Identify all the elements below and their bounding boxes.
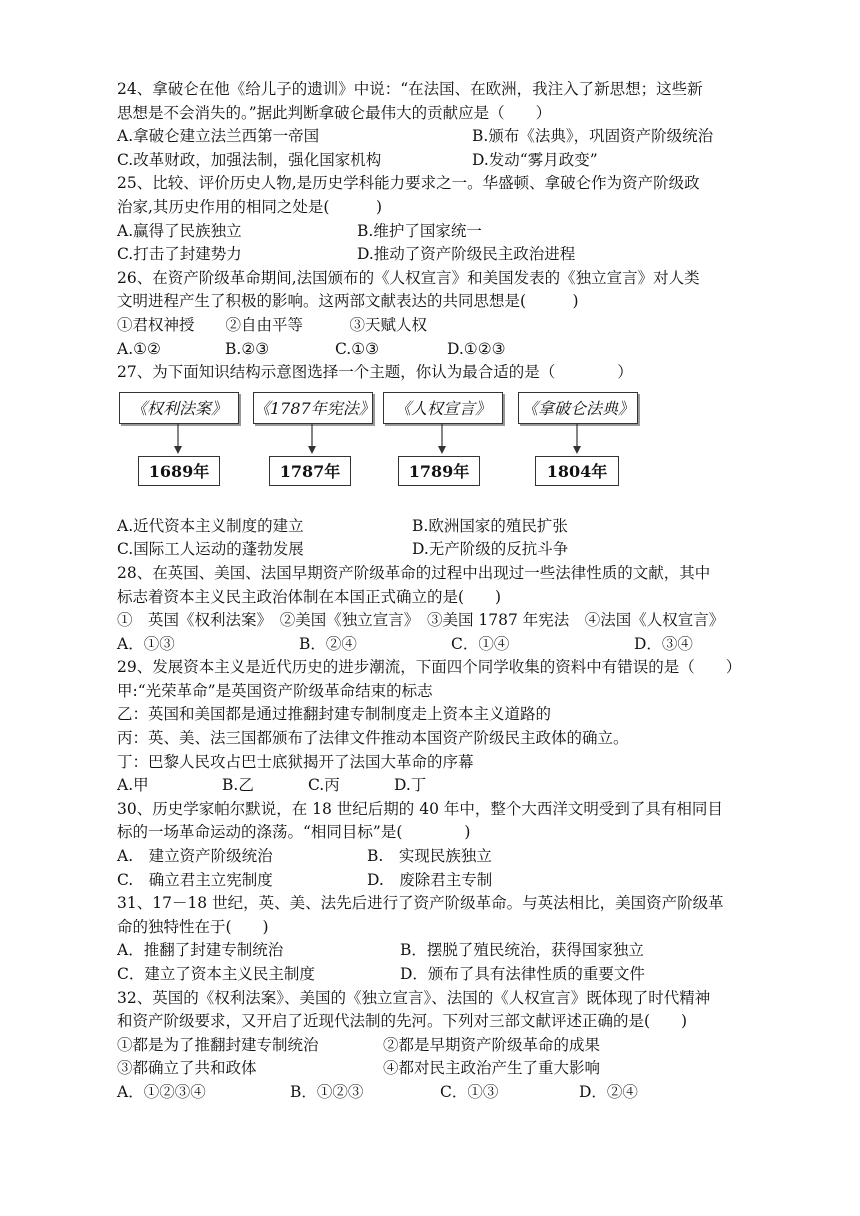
diagram-doc-napoleonic-code: 《拿破仑法典》 — [518, 392, 638, 424]
q29-statement-ding: 丁：巴黎人民攻占巴士底狱揭开了法国大革命的序幕 — [117, 752, 474, 771]
q31-option-a: A．推翻了封建专制统治 — [117, 941, 284, 960]
q32-option-a: A．①②③④ — [117, 1082, 206, 1101]
q27-option-c: C.国际工人运动的蓬勃发展 — [117, 540, 304, 559]
q24-option-a: A.拿破仑建立法兰西第一帝国 — [117, 127, 320, 146]
q25-option-b: B.维护了国家统一 — [357, 221, 482, 240]
q24-stem-line-2: 思想是不会消失的。”据此判断拿破仑最伟大的贡献应是（ ） — [117, 103, 552, 122]
q26-items: ①君权神授 ②自由平等 ③天赋人权 — [117, 315, 428, 334]
q24-options-row-1 — [117, 125, 785, 149]
q25-options-row-1 — [117, 220, 785, 244]
exam-page — [117, 78, 785, 1105]
q30-options-row-2 — [117, 869, 785, 893]
q29-statement-yi: 乙：英国和美国都是通过推翻封建专制制度走上资本主义道路的 — [117, 705, 552, 724]
q25-option-d: D.推动了资产阶级民主政治进程 — [357, 245, 576, 264]
q29-option-c: C.丙 — [308, 776, 340, 795]
q26-option-c: C.①③ — [335, 339, 380, 358]
q28-items: ① 英国《权利法案》 ②美国《独立宣言》 ③美国 1787 年宪法 ④法国《人权宣言》 — [117, 611, 725, 630]
diagram-year-1689: 1689年 — [138, 456, 220, 486]
q26-option-d: D.①②③ — [447, 339, 506, 358]
q26-stem-line-1: 26、在资产阶级革命期间,法国颁布的《人权宣言》和美国发表的《独立宣言》对人类 — [117, 268, 700, 287]
diagram-year-1804: 1804年 — [535, 456, 619, 486]
q28-option-b: B．②④ — [299, 634, 357, 653]
q29-option-a: A.甲 — [117, 776, 149, 795]
q31-options-row-1 — [117, 939, 785, 963]
q32-option-b: B．①②③ — [290, 1082, 364, 1101]
q25-stem-line-1: 25、比较、评价历史人物,是历史学科能力要求之一。华盛顿、拿破仑作为资产阶级政 — [117, 174, 700, 193]
q32-options-row — [117, 1081, 785, 1105]
q24-stem-line-1: 24、拿破仑在他《给儿子的遗训》中说：“在法国、在欧洲，我注入了新思想；这些新 — [117, 80, 703, 98]
q30-option-d: D. 废除君主专制 — [367, 870, 493, 889]
q24-options-row-2 — [117, 149, 785, 173]
down-arrow-icon — [571, 424, 583, 454]
q32-stem-line-2: 和资产阶级要求，又开启了近现代法制的先河。下列对三部文献评述正确的是( ) — [117, 1012, 688, 1031]
q24-option-c: C.改革财政，加强法制，强化国家机构 — [117, 150, 382, 169]
q24-option-b: B.颁布《法典》，巩固资产阶级统治 — [472, 127, 714, 146]
q27-option-b: B.欧洲国家的殖民扩张 — [412, 516, 568, 535]
q27-options-row-1 — [117, 515, 785, 539]
q32-item-2: ②都是早期资产阶级革命的成果 — [383, 1035, 601, 1054]
q26-stem-line-2: 文明进程产生了积极的影响。这两部文献表达的共同思想是( ) — [117, 292, 579, 311]
diagram-doc-bill-of-rights: 《权利法案》 — [119, 392, 239, 424]
q30-option-a: A. 建立资产阶级统治 — [117, 847, 273, 866]
q30-option-b: B. 实现民族独立 — [367, 847, 492, 866]
q26-option-a: A.①② — [117, 339, 161, 358]
q26-options-row — [117, 338, 785, 362]
q29-option-b: B.乙 — [222, 776, 254, 795]
q28-stem-line-1: 28、在英国、美国、法国早期资产阶级革命的过程中出现过一些法律性质的文献，其中 — [117, 563, 711, 582]
q25-option-a: A.赢得了民族独立 — [117, 221, 242, 240]
q29-statement-jia: 甲:“光荣革命”是英国资产阶级革命结束的标志 — [117, 681, 433, 700]
q24-option-d: D.发动“雾月政变” — [472, 150, 598, 169]
q30-options-row-1 — [117, 845, 785, 869]
q27-option-a: A.近代资本主义制度的建立 — [117, 516, 304, 535]
q27-options-row-2 — [117, 538, 785, 562]
q31-option-b: B．摆脱了殖民统治，获得国家独立 — [400, 941, 644, 960]
q25-option-c: C.打击了封建势力 — [117, 245, 242, 264]
q31-option-c: C．建立了资本主义民主制度 — [117, 965, 315, 983]
q28-option-a: A．①③ — [117, 634, 175, 653]
q28-stem-line-2: 标志着资本主义民主政治体制在本国正式确立的是( ) — [117, 587, 502, 606]
q26-option-b: B.②③ — [225, 339, 270, 358]
down-arrow-icon — [172, 424, 184, 454]
q31-options-row-2 — [117, 963, 785, 987]
q30-option-c: C. 确立君主立宪制度 — [117, 870, 273, 889]
q31-option-d: D．颁布了具有法律性质的重要文件 — [400, 965, 645, 983]
diagram-doc-declaration-of-rights: 《人权宣言》 — [383, 392, 503, 424]
q28-options-row — [117, 633, 785, 657]
q29-statement-bing: 丙：英、美、法三国都颁布了法律文件推动本国资产阶级民主政体的确立。 — [117, 729, 629, 748]
q25-stem-line-2: 治家,其历史作用的相同之处是( ) — [117, 197, 383, 216]
q31-stem-line-1: 31、17－18 世纪，英、美、法先后进行了资产阶级革命。与英法相比，美国资产阶级革 — [117, 894, 724, 913]
diagram-doc-1787-constitution: 《1787年宪法》 — [253, 392, 373, 424]
down-arrow-icon — [436, 424, 448, 454]
q27-stem-line-1: 27、为下面知识结构示意图选择一个主题，你认为最合适的是（ ） — [117, 363, 633, 382]
diagram-year-1787: 1787年 — [269, 456, 351, 486]
q32-items-row-1 — [117, 1034, 785, 1058]
q32-item-4: ④都对民主政治产生了重大影响 — [383, 1059, 601, 1078]
q29-options-row — [117, 774, 785, 798]
q30-stem-line-1: 30、历史学家帕尔默说，在 18 世纪后期的 40 年中，整个大西洋文明受到了具有相同目 — [117, 799, 723, 818]
q30-stem-line-2: 标的一场革命运动的涤荡。“相同目标”是( ) — [117, 823, 471, 842]
q32-item-3: ③都确立了共和政体 — [117, 1059, 257, 1078]
q32-option-c: C．①③ — [440, 1082, 499, 1101]
q32-item-1: ①都是为了推翻封建专制统治 — [117, 1035, 319, 1054]
q28-option-d: D．③④ — [634, 634, 693, 653]
q32-items-row-2 — [117, 1057, 785, 1081]
q28-option-c: C．①④ — [451, 634, 510, 653]
diagram-year-1789: 1789年 — [398, 456, 480, 486]
knowledge-structure-diagram — [117, 387, 785, 513]
q27-option-d: D.无产阶级的反抗斗争 — [412, 540, 569, 559]
q32-stem-line-1: 32、英国的《权利法案》、美国的《独立宣言》、法国的《人权宣言》既体现了时代精神 — [117, 988, 711, 1007]
q29-option-d: D.丁 — [394, 776, 427, 795]
q31-stem-line-2: 命的独特性在于( ) — [117, 917, 269, 936]
down-arrow-icon — [306, 424, 318, 454]
q32-option-d: D．②④ — [579, 1082, 638, 1101]
q29-stem-line-1: 29、发展资本主义是近代历史的进步潮流，下面四个同学收集的资料中有错误的是（ ） — [117, 658, 742, 677]
q25-options-row-2 — [117, 243, 785, 267]
